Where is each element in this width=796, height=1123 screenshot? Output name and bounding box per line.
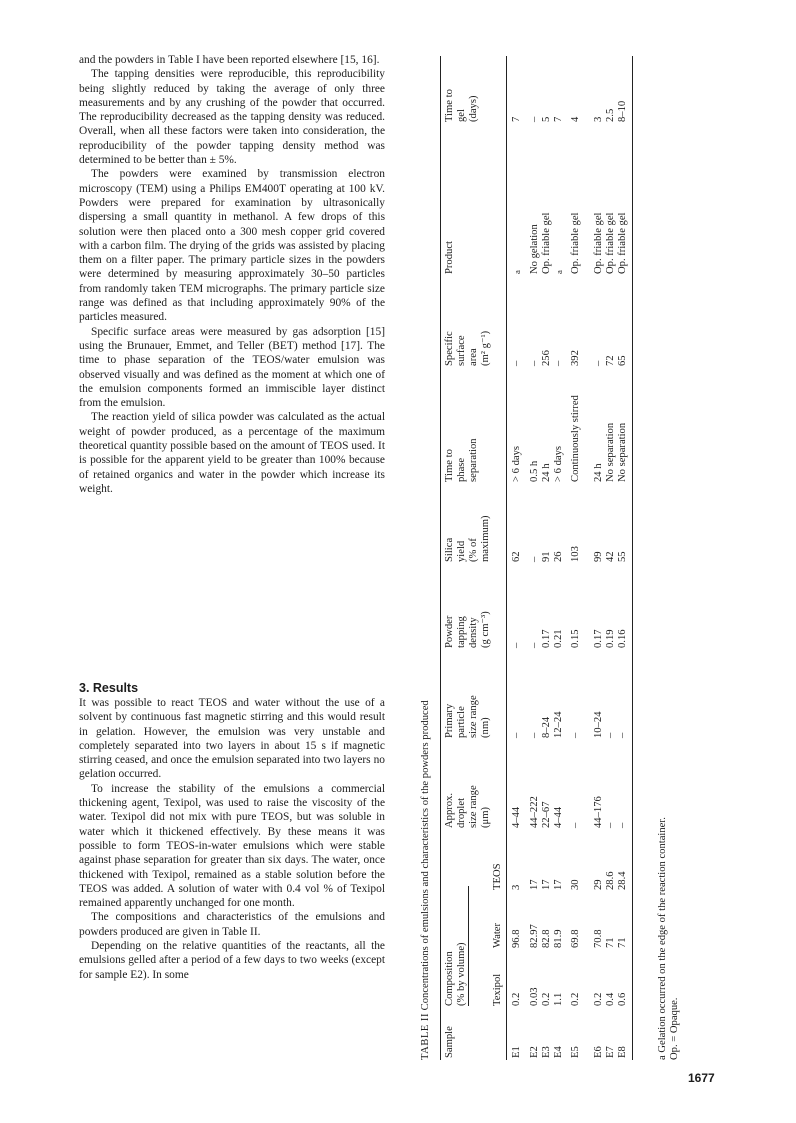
table-row: E5 0.2 69.8 30 – – 0.15 103 Continuously stirred 392 Op. friable gel 4 <box>570 116 582 1058</box>
paragraph: and the powders in Table I have been reported elsewhere [15, 16]. <box>79 54 380 66</box>
header-sample: Sample <box>441 1008 493 1060</box>
header-particle: Primary particle size range (nm) <box>441 650 493 740</box>
footnote: Op. = Opaque. <box>669 997 680 1060</box>
paragraph: Depending on the relative quantities of the reactants, all the emulsions gelled after a period of a few days to two weeks (except for sample E2). In some <box>79 940 385 981</box>
table-ii-rotated <box>420 50 690 1060</box>
header-silica: Silica yield (% of maximum) <box>441 484 493 564</box>
header-surface: Specific surface area (m² g⁻¹) <box>441 276 493 368</box>
table-row: E7 0.4 71 28.6 – – 0.19 42 No separation 72 Op. friable gel 2.5 <box>605 108 617 1058</box>
table-row: E2 0.03 82.97 17 44–222 – – – 0.5 h – No gelation – <box>528 116 540 1058</box>
header-tapping: Powder tapping density (g cm⁻³) <box>441 564 493 650</box>
section-heading: 3. Results <box>79 681 139 695</box>
header-phase: Time to phase separation <box>441 368 493 484</box>
paragraph: The tapping densities were reproducible, this reproducibility being slightly reduced by taking the average of only three measurements and by any crushing of the powder that occurred. The reproducibility decreased as the tapping density was reduced. Overall, when all these factors were taken into consideration, the reproducibility of the powder tapping density method was determined to be better than ± 5%. <box>79 68 385 167</box>
table-row: E6 0.2 70.8 29 44–176 10–24 0.17 99 24 h – Op. friable gel 3 <box>593 116 605 1058</box>
data-table <box>440 56 633 1060</box>
table-row: E8 0.6 71 28.4 – – 0.16 55 No separation 65 Op. friable gel 8–10 <box>617 56 633 1060</box>
table-caption-label: TABLE II <box>420 1013 431 1060</box>
paragraph: The powders were examined by transmission electron microscopy (TEM) using a Philips EM400T operating at 100 kV. Powders were prepared for examination by ultrasonically dispersing a small quantity in methanol. A few drops of this solution were then placed onto a 300 mesh copper grid covered with a carbon film. The drying of the grids was assisted by placing them on a filter paper. The primary particle sizes in the powders were determined by measuring approximately 30–50 particles from randomly taken TEM micrographs. The primary particle size range was defined as that including approximately 90% of the particles measured. <box>79 168 385 324</box>
table-caption-text: Concentrations of emulsions and characteristics of the powders produced <box>420 700 431 1011</box>
paragraph: The reaction yield of silica powder was calculated as the actual weight of powder produced, as a percentage of the maximum theoretical quantity possible based on the amount of TEOS used. It is possible for the apparent yield to be greater than 100% because of retained organics and water in the powder which increase its weight. <box>79 411 385 495</box>
paragraph: To increase the stability of the emulsions a commercial thickening agent, Texipol, was used to raise the viscosity of the water. Texipol did not mix with pure TEOS, but was soluble in water which it thickened effectively. By these means it was possible to form TEOS-in-water emulsions which were stable against phase separation for greater than six days. The water, once thickened with Texipol, remained as a stable solution before the TEOS was added. A solution of water with 0.4 vol % of Texipol remained apparently unchanged for one month. <box>79 782 385 910</box>
header-water: Water <box>492 892 507 950</box>
header-droplet: Approx. droplet size range (μm) <box>441 740 493 830</box>
methods-paragraphs <box>79 53 385 496</box>
paragraph: The compositions and characteristics of the emulsions and powders produced are given in Table II. <box>79 911 385 938</box>
left-text-column <box>79 53 385 981</box>
header-product: Product <box>441 124 493 276</box>
table-row: E4 1.1 81.9 17 4–44 12–24 0.21 26 > 6 days – $^a$ 7 <box>552 116 564 1058</box>
table-row: E1 0.2 96.8 3 4–44 – – 62 > 6 days – $^a$ 7 <box>511 116 522 1058</box>
table-row: E3 0.2 82.8 17 22–67 8–24 0.17 91 24 h 256 Op. friable gel 5 <box>540 116 552 1058</box>
paragraph: It was possible to react TEOS and water without the use of a solvent by continuous fast magnetic stirring and this would result in gelation. However, the emulsion was very unstable and completely separated into two layers in about 15 s if magnetic stirring ceased, and once the emulsion separated into two layers no gelation occurred. <box>79 697 385 781</box>
table-footnotes <box>657 817 681 1060</box>
results-section <box>79 680 385 982</box>
header-teos: TEOS <box>492 830 507 892</box>
footnote: a Gelation occurred on the edge of the reaction container. <box>657 817 668 1060</box>
header-gel: Time to gel (days) <box>441 56 493 124</box>
header-composition: Composition (% by volume) <box>441 830 493 1008</box>
page-number: 1677 <box>688 1071 715 1085</box>
header-texipol: Texipol <box>492 950 507 1008</box>
paragraph: Specific surface areas were measured by gas adsorption [15] using the Brunauer, Emmet, and Teller (BET) method [17]. The time to phase separation of the TEOS/water emulsion was observed visually and was defined as the moment at which one of the emulsion components formed an immiscible layer distinct from the emulsion. <box>79 325 385 410</box>
table-caption <box>420 700 432 1060</box>
